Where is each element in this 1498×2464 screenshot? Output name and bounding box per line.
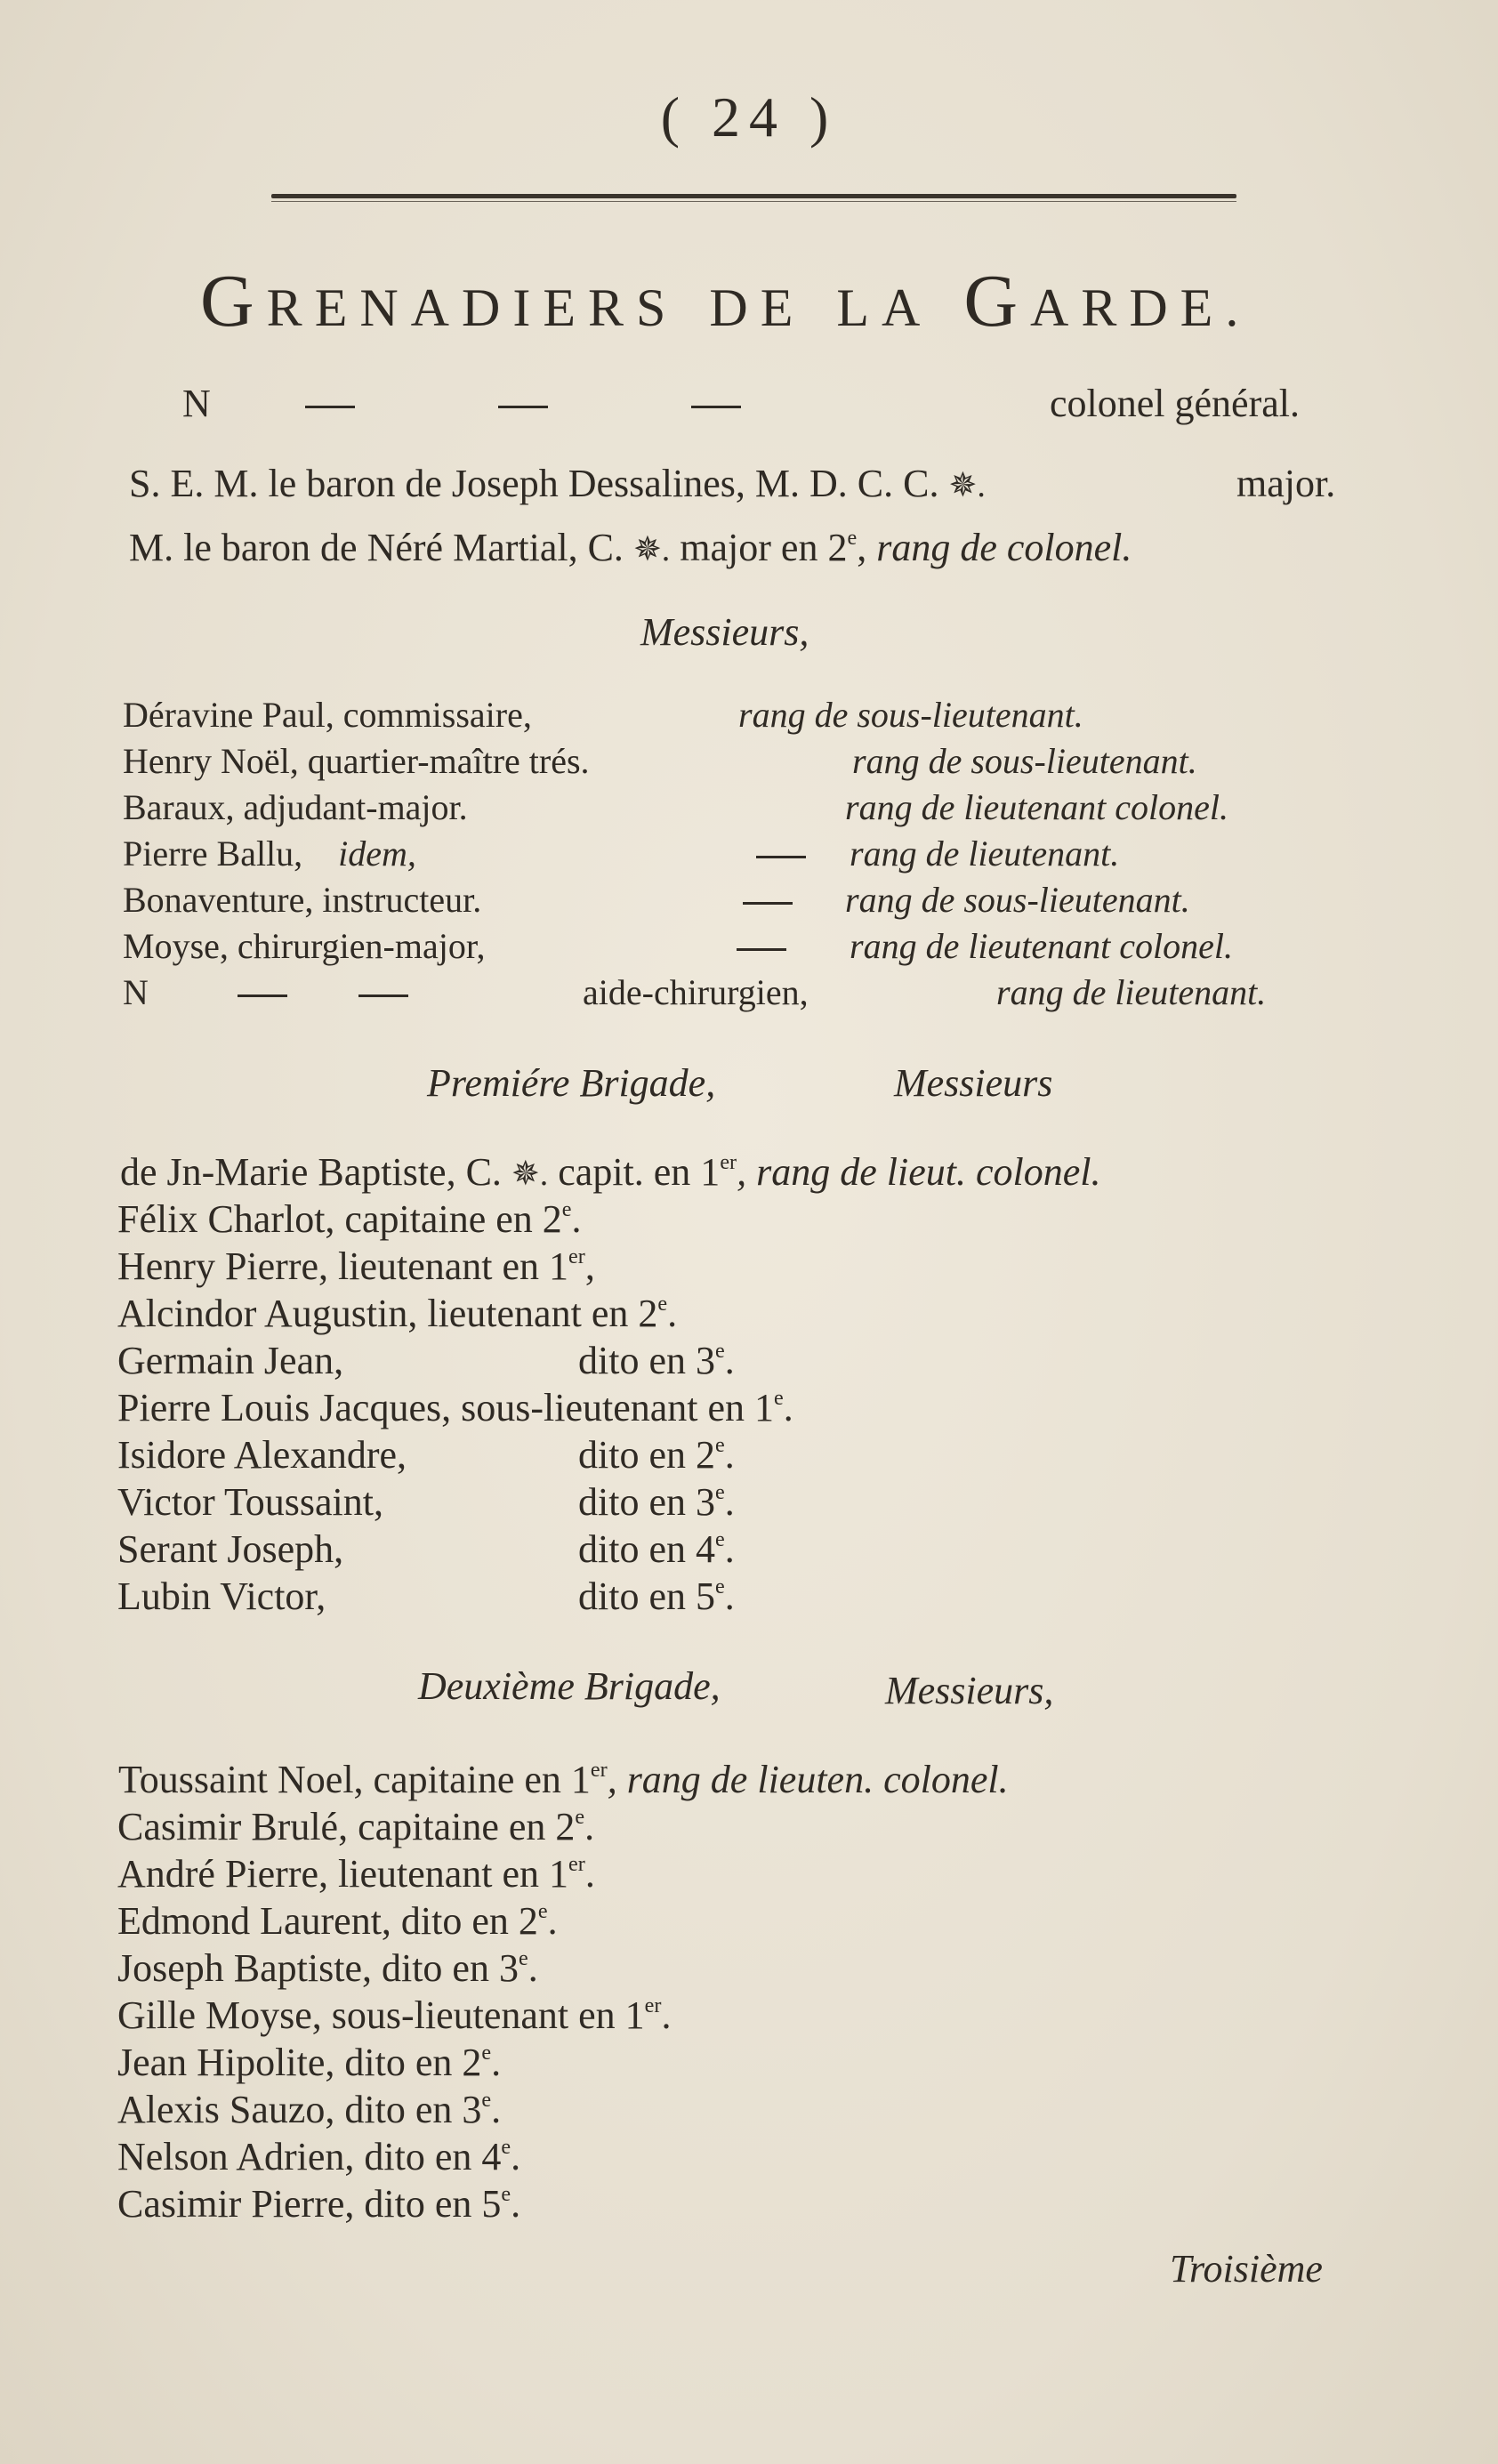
brigade1-heading: Premiére Brigade, (427, 1061, 716, 1105)
section-title: GRENADIERS DE LA GARDE. (200, 260, 1252, 342)
officer-row: Casimir Brulé, capitaine en 2e. (117, 1804, 595, 1848)
staff-name: N (123, 971, 408, 1013)
staff-name: Pierre Ballu, idem, (123, 833, 416, 874)
officer-row: Alcindor Augustin, lieutenant en 2e. (117, 1291, 678, 1335)
officer-row: Nelson Adrien, dito en 4e. (117, 2134, 521, 2178)
officer-row: Casimir Pierre, dito en 5e. (117, 2181, 521, 2226)
officer-row: Gille Moyse, sous-lieutenant en 1er. (117, 1993, 672, 2037)
major-label: major. (1236, 462, 1336, 505)
staff-rank: rang de lieutenant. (850, 833, 1120, 874)
dash (498, 406, 548, 408)
staff-name: Déravine Paul, commissaire, (123, 695, 532, 735)
dash (737, 925, 786, 967)
order-star-icon: ✵. (511, 1156, 549, 1193)
dash (238, 994, 287, 997)
officer-row: Lubin Victor, dito en 5e. (117, 1574, 735, 1618)
staff-name: Bonaventure, instructeur. (123, 880, 482, 920)
order-star-icon: ✵. (948, 467, 986, 504)
staff-rank: rang de sous-lieutenant. (852, 741, 1197, 781)
staff-name: Baraux, adjudant-major. (123, 787, 468, 827)
order-star-icon: ✵. (632, 531, 671, 568)
header-rule (271, 194, 1236, 198)
staff-name: Moyse, chirurgien-major, (123, 926, 486, 966)
officer-row: Germain Jean, dito en 3e. (117, 1338, 735, 1382)
header-rule-thin (271, 201, 1236, 202)
brigade1-messieurs: Messieurs (894, 1061, 1053, 1105)
staff-name: Henry Noël, quartier-maître trés. (123, 741, 590, 781)
staff-rank: rang de sous-lieutenant. (738, 695, 1083, 735)
officer-row: Serant Joseph, dito en 4e. (117, 1526, 735, 1571)
dash (305, 406, 355, 408)
officer-row: Jean Hipolite, dito en 2e. (117, 2040, 502, 2084)
brigade2-first-row: Toussaint Noel, capitaine en 1er, rang de lieuten. colonel. (118, 1757, 1009, 1801)
dash (743, 879, 793, 921)
page-number: ( 24 ) (660, 85, 838, 149)
officer-row: André Pierre, lieutenant en 1er. (117, 1851, 595, 1896)
staff-heading: Messieurs, (640, 610, 809, 654)
staff-role: aide-chirurgien, (583, 972, 809, 1012)
second-major-line: M. le baron de Néré Martial, C. ✵. major en 2e, rang de colonel. (129, 525, 1132, 569)
staff-rank: rang de lieutenant colonel. (850, 926, 1234, 966)
colonel-general-label: colonel général. (1050, 382, 1300, 425)
dash (756, 833, 806, 874)
major-line: S. E. M. le baron de Joseph Dessalines, M. D. C. C. ✵. (129, 462, 986, 505)
brigade1-first-row: de Jn-Marie Baptiste, C. ✵. capit. en 1er, rang de lieut. colonel. (120, 1149, 1101, 1194)
brigade2-messieurs: Messieurs, (885, 1669, 1054, 1712)
officer-row: Edmond Laurent, dito en 2e. (117, 1898, 558, 1943)
officer-row: Alexis Sauzo, dito en 3e. (117, 2087, 502, 2131)
officer-row: Victor Toussaint, dito en 3e. (117, 1479, 735, 1524)
colonel-general-line: N (182, 381, 741, 426)
brigade2-heading: Deuxième Brigade, (418, 1664, 721, 1708)
officer-row: Joseph Baptiste, dito en 3e. (117, 1945, 538, 1990)
officer-row: Henry Pierre, lieutenant en 1er, (117, 1244, 595, 1288)
officer-row: Isidore Alexandre, dito en 2e. (117, 1432, 735, 1477)
staff-rank: rang de lieutenant colonel. (845, 787, 1229, 827)
officer-row: Félix Charlot, capitaine en 2e. (117, 1196, 582, 1241)
catchword: Troisième (1170, 2247, 1323, 2291)
dash (691, 406, 741, 408)
dash (358, 994, 408, 997)
staff-rank: rang de lieutenant. (996, 972, 1267, 1012)
staff-rank: rang de sous-lieutenant. (845, 880, 1190, 920)
officer-row: Pierre Louis Jacques, sous-lieutenant en 1e. (117, 1385, 793, 1429)
